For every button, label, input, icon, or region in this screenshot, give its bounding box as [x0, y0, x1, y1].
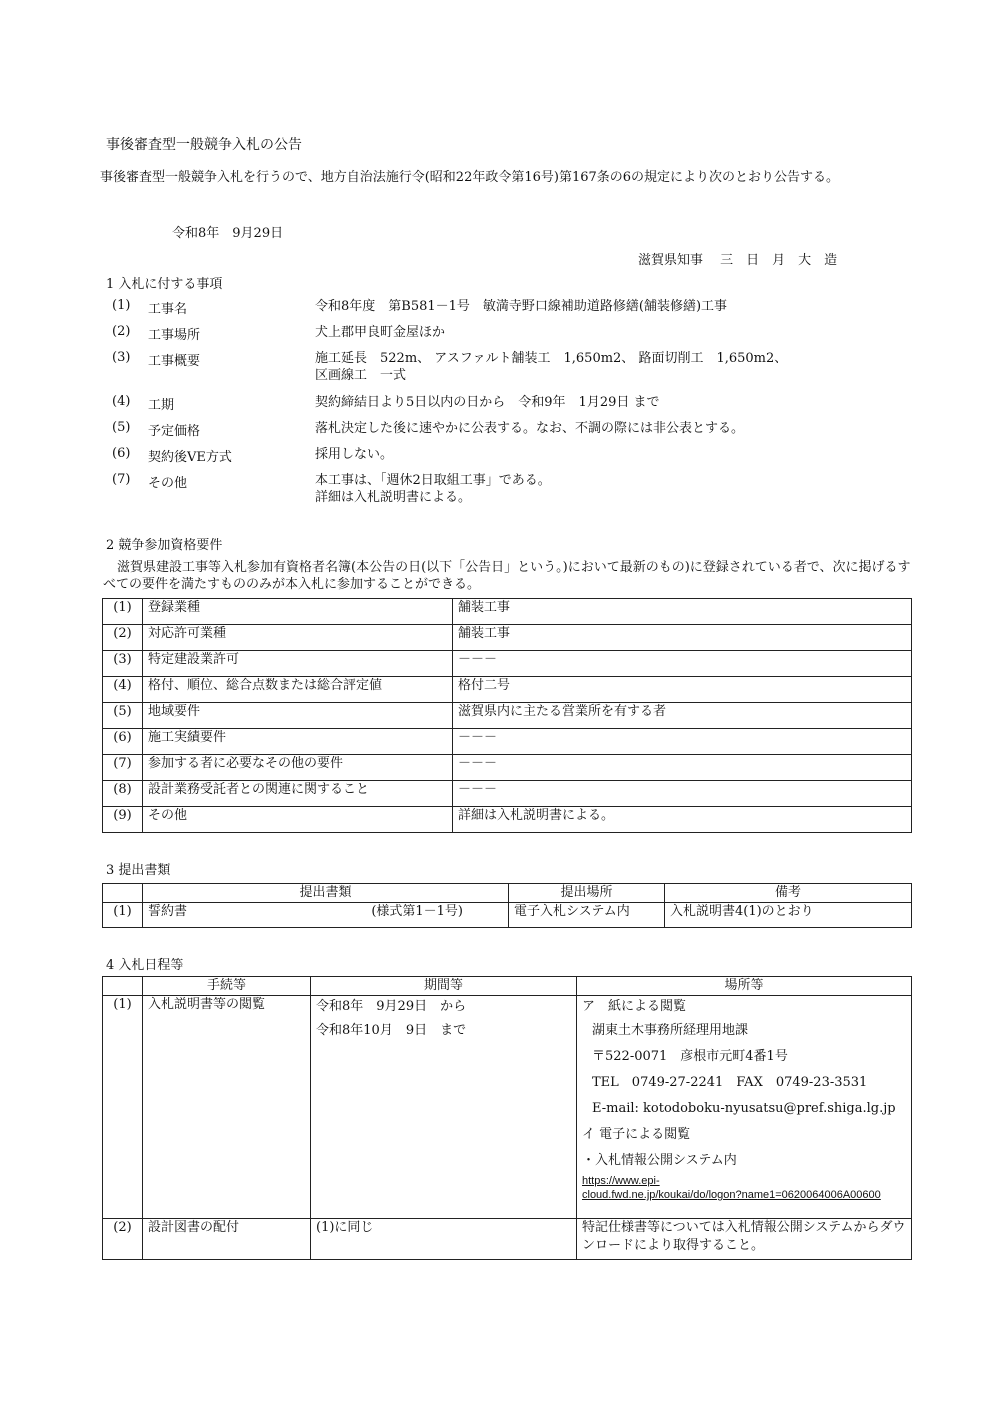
row-number: (1) [103, 903, 143, 928]
table-row [103, 703, 912, 729]
header-procedure: 手続等 [143, 977, 311, 996]
table-header-row [103, 977, 912, 996]
item-value-line: 施工延長 522m、 アスファルト舗装工 1,650m2、 路面切削工 1,650m2、 [315, 351, 788, 366]
row-number: (2) [103, 625, 143, 651]
row-value: 滋賀県内に主たる営業所を有する者 [453, 703, 912, 729]
location-line: イ 電子による閲覧 [582, 1127, 691, 1142]
row-location: 特記仕様書等については入札情報公開システムからダウンロードにより取得すること。 [577, 1219, 912, 1260]
row-number: (5) [103, 703, 143, 729]
row-number: (2) [103, 1219, 143, 1260]
table-row [103, 755, 912, 781]
row-value: －－－ [453, 729, 912, 755]
item-value: 犬上郡甲良町金屋ほか [315, 325, 446, 340]
section2-heading: 2 競争参加資格要件 [106, 538, 223, 553]
row-number: (1) [103, 599, 143, 625]
link-line: cloud.fwd.ne.jp/koukai/do/logon?name1=0620064006A00600 [582, 1189, 881, 1201]
document-form: (様式第1－1号) [371, 904, 463, 919]
row-note: 入札説明書4(1)のとおり [665, 903, 912, 928]
table-row [103, 729, 912, 755]
item-label: 契約後VE方式 [148, 450, 232, 465]
item-label: 予定価格 [148, 424, 201, 439]
header-location: 場所等 [577, 977, 912, 996]
header-blank [103, 977, 143, 996]
row-place: 電子入札システム内 [509, 903, 665, 928]
table-row [103, 651, 912, 677]
table-row [103, 807, 912, 833]
documents-table [102, 883, 912, 928]
header-period: 期間等 [311, 977, 577, 996]
table-row [103, 677, 912, 703]
period-from: 令和8年 9月29日 から [316, 999, 467, 1014]
row-period: (1)に同じ [311, 1219, 577, 1260]
table-row [103, 996, 912, 1219]
row-number: (3) [103, 651, 143, 677]
qualification-table [102, 598, 912, 833]
table-row [103, 625, 912, 651]
row-label: 格付、順位、総合点数または総合評定値 [143, 677, 453, 703]
table-row [103, 599, 912, 625]
section3-heading: 3 提出書類 [106, 863, 171, 878]
row-label: 登録業種 [143, 599, 453, 625]
row-label: 施工実績要件 [143, 729, 453, 755]
section2-intro: 滋賀県建設工事等入札参加有資格者名簿(本公告の日(以下「公告日」という。)において最新のもの)に登録されている者で、次に掲げるすべての要件を満たすもののみが本入札に参加することができる。 [103, 560, 911, 592]
row-number: (4) [103, 677, 143, 703]
row-number: (6) [103, 729, 143, 755]
item-number: (4) [112, 394, 131, 409]
row-number: (8) [103, 781, 143, 807]
table-row [103, 781, 912, 807]
item-value: 契約締結日より5日以内の日から 令和9年 1月29日 まで [315, 395, 660, 410]
row-value: －－－ [453, 781, 912, 807]
item-value-line: 詳細は入札説明書による。 [315, 490, 472, 505]
table-header-row [103, 884, 912, 903]
row-value: －－－ [453, 755, 912, 781]
system-link[interactable] [582, 1174, 906, 1202]
item-number: (6) [112, 446, 131, 461]
item-label: 工事場所 [148, 328, 201, 343]
header-place: 提出場所 [509, 884, 665, 903]
item-value: 落札決定した後に速やかに公表する。なお、不調の際には非公表とする。 [315, 421, 745, 436]
row-label: 地域要件 [143, 703, 453, 729]
item-value-line: 区画線工 一式 [315, 368, 407, 383]
notice-title: 事後審査型一般競争入札の公告 [106, 137, 302, 153]
row-value: －－－ [453, 651, 912, 677]
link-line: https://www.epi- [582, 1175, 660, 1187]
document-name: 誓約書 [148, 904, 188, 919]
row-procedure: 設計図書の配付 [143, 1219, 311, 1260]
location-line: 〒522-0071 彦根市元町4番1号 [592, 1049, 788, 1064]
row-value: 詳細は入札説明書による。 [453, 807, 912, 833]
row-label: 設計業務受託者との関連に関すること [143, 781, 453, 807]
item-number: (7) [112, 472, 131, 487]
location-line: 湖東土木事務所経理用地課 [592, 1023, 749, 1038]
table-row [103, 1219, 912, 1260]
item-number: (2) [112, 324, 131, 339]
row-document [143, 903, 509, 928]
item-label: 工事概要 [148, 354, 201, 369]
location-line: TEL 0749-27-2241 FAX 0749-23-3531 [592, 1075, 868, 1090]
notice-intro: 事後審査型一般競争入札を行うので、地方自治法施行令(昭和22年政令第16号)第167条の6の規定により次のとおり公告する。 [100, 170, 840, 185]
row-period [311, 996, 577, 1219]
header-note: 備考 [665, 884, 912, 903]
header-documents: 提出書類 [143, 884, 509, 903]
item-value [315, 472, 875, 506]
item-label: 工期 [148, 398, 175, 413]
location-line: ・入札情報公開システム内 [582, 1153, 737, 1168]
item-number: (5) [112, 420, 131, 435]
item-label: 工事名 [148, 302, 188, 317]
row-value: 舗装工事 [453, 599, 912, 625]
item-value: 採用しない。 [315, 447, 394, 462]
location-line: ア 紙による閲覧 [582, 999, 687, 1014]
row-value: 舗装工事 [453, 625, 912, 651]
item-label: その他 [148, 476, 188, 491]
item-value: 令和8年度 第B581－1号 敏満寺野口線補助道路修繕(舗装修繕)工事 [315, 299, 728, 314]
period-to: 令和8年10月 9日 まで [316, 1023, 467, 1038]
item-value [315, 350, 875, 384]
table-row [103, 903, 912, 928]
row-label: 対応許可業種 [143, 625, 453, 651]
notice-issuer: 滋賀県知事 三 日 月 大 造 [638, 253, 838, 268]
item-number: (3) [112, 350, 131, 365]
row-procedure: 入札説明書等の閲覧 [143, 996, 311, 1219]
schedule-table [102, 976, 912, 1260]
row-label: その他 [143, 807, 453, 833]
row-location [577, 996, 912, 1219]
row-number: (1) [103, 996, 143, 1219]
location-line: E-mail: kotodoboku-nyusatsu@pref.shiga.lg.jp [592, 1101, 896, 1116]
header-blank [103, 884, 143, 903]
row-number: (9) [103, 807, 143, 833]
row-value: 格付二号 [453, 677, 912, 703]
section1-heading: 1 入札に付する事項 [106, 277, 223, 292]
item-number: (1) [112, 298, 131, 313]
row-label: 参加する者に必要なその他の要件 [143, 755, 453, 781]
row-label: 特定建設業許可 [143, 651, 453, 677]
section4-heading: 4 入札日程等 [106, 958, 184, 973]
notice-date: 令和8年 9月29日 [172, 226, 284, 241]
row-number: (7) [103, 755, 143, 781]
item-value-line: 本工事は、「週休2日取組工事」である。 [315, 473, 551, 488]
